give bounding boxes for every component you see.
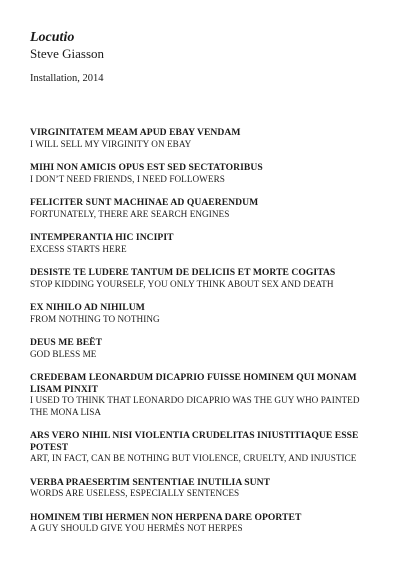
phrase-entry	[30, 477, 375, 500]
latin-phrase: VERBA PRAESERTIM SENTENTIAE INUTILIA SUNT	[30, 476, 271, 488]
author-name: Steve Giasson	[30, 46, 105, 61]
phrase-entry	[30, 512, 375, 535]
phrase-list	[30, 127, 375, 547]
latin-phrase: DEUS ME BEËT	[30, 337, 103, 348]
phrase-entry	[30, 197, 375, 220]
phrase-entry	[30, 162, 375, 185]
phrase-entry	[30, 430, 375, 465]
phrase-entry	[30, 372, 375, 418]
english-translation: FORTUNATELY, THERE ARE SEARCH ENGINES	[30, 208, 230, 219]
latin-phrase: ARS VERO NIHIL NISI VIOLENTIA CRUDELITAS INIUSTITIAQUE ESSE POTEST	[30, 430, 359, 453]
english-translation: FROM NOTHING TO NOTHING	[30, 313, 160, 324]
latin-phrase: CREDEBAM LEONARDUM DICAPRIO FUISSE HOMINEM QUI MONAM LISAM PINXIT	[30, 372, 357, 395]
english-translation: EXCESS STARTS HERE	[30, 243, 127, 254]
english-translation: GOD BLESS ME	[30, 348, 97, 359]
latin-phrase: FELICITER SUNT MACHINAE AD QUAERENDUM	[30, 197, 259, 208]
phrase-entry	[30, 232, 375, 255]
english-translation: I WILL SELL MY VIRGINITY ON EBAY	[30, 138, 192, 149]
latin-phrase: MIHI NON AMICIS OPUS EST SED SECTATORIBUS	[30, 162, 263, 173]
latin-phrase: INTEMPERANTIA HIC INCIPIT	[30, 232, 174, 243]
phrase-entry	[30, 267, 375, 290]
latin-phrase: VIRGINITATEM MEAM APUD EBAY VENDAM	[30, 127, 241, 138]
latin-phrase: EX NIHILO AD NIHILUM	[30, 302, 145, 313]
english-translation: STOP KIDDING YOURSELF, YOU ONLY THINK ABOUT SEX AND DEATH	[30, 278, 334, 289]
english-translation: ART, IN FACT, CAN BE NOTHING BUT VIOLENCE, CRUELTY, AND INJUSTICE	[30, 453, 357, 463]
work-title: Locutio	[30, 30, 75, 45]
phrase-entry	[30, 127, 375, 150]
english-translation: I USED TO THINK THAT LEONARDO DICAPRIO WAS THE GUY WHO PAINTED THE MONA LISA	[30, 395, 360, 417]
latin-phrase: HOMINEM TIBI HERMEN NON HERPENA DARE OPORTET	[30, 511, 302, 523]
phrase-entry	[30, 337, 375, 360]
english-translation: A GUY SHOULD GIVE YOU HERMÈS NOT HERPES	[30, 523, 243, 533]
english-translation: WORDS ARE USELESS, ESPECIALLY SENTENCES	[30, 488, 240, 498]
document-header	[30, 30, 380, 85]
work-meta: Installation, 2014	[30, 73, 104, 84]
latin-phrase: DESISTE TE LUDERE TANTUM DE DELICIIS ET MORTE COGITAS	[30, 267, 336, 278]
phrase-entry	[30, 302, 375, 325]
english-translation: I DON’T NEED FRIENDS, I NEED FOLLOWERS	[30, 173, 225, 184]
